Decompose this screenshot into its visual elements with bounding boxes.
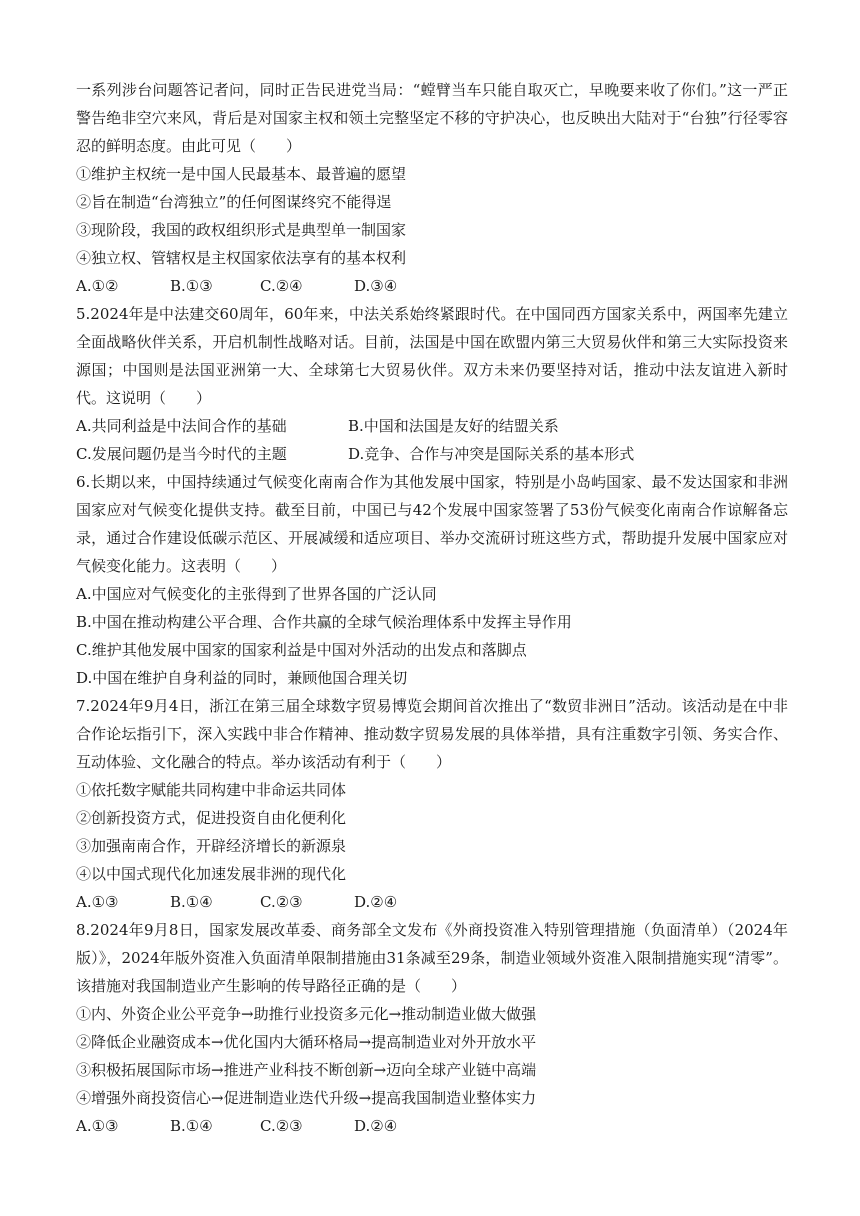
statement-item: ②旨在制造“台湾独立”的任何图谋终究不能得逞 xyxy=(76,193,392,211)
option-d: D.③④ xyxy=(354,277,398,295)
option-b: B.中国在推动构建公平合理、合作共赢的全球气候治理体系中发挥主导作用 xyxy=(76,613,572,631)
statement-item: ②创新投资方式，促进投资自由化便利化 xyxy=(76,809,347,827)
option-a: A.共同利益是中法间合作的基础 xyxy=(76,417,287,435)
question-stem: 7.2024年9月4日，浙江在第三届全球数字贸易博览会期间首次推出了“数贸非洲日”活动。该活动是在中非合作论坛指引下，深入实践中非合作精神、推动数字贸易发展的具体举措，具有注重数字引领、务实合作、互动体验、文化融合的特点。举办该活动有利于（ ） xyxy=(76,697,788,771)
option-b: B.中国和法国是友好的结盟关系 xyxy=(348,417,559,435)
question-5 xyxy=(76,300,788,468)
question-4 xyxy=(76,76,788,300)
option-a: A.①③ xyxy=(76,893,119,911)
statement-item: ③积极拓展国际市场→推进产业科技不断创新→迈向全球产业链中高端 xyxy=(76,1061,537,1079)
question-6 xyxy=(76,468,788,692)
option-a: A.①② xyxy=(76,277,119,295)
answer-options xyxy=(76,412,788,440)
option-d: D.竞争、合作与冲突是国际关系的基本形式 xyxy=(348,445,635,463)
option-d: D.②④ xyxy=(354,893,398,911)
statement-item: ①内、外资企业公平竞争→助推行业投资多元化→推动制造业做大做强 xyxy=(76,1005,537,1023)
option-d: D.②④ xyxy=(354,1117,398,1135)
statement-item: ④独立权、管辖权是主权国家依法享有的基本权利 xyxy=(76,249,407,267)
answer-options xyxy=(76,1112,788,1140)
question-8 xyxy=(76,916,788,1140)
option-d: D.中国在维护自身利益的同时，兼顾他国合理关切 xyxy=(76,669,408,687)
statement-item: ④以中国式现代化加速发展非洲的现代化 xyxy=(76,865,347,883)
statement-item: ①依托数字赋能共同构建中非命运共同体 xyxy=(76,781,347,799)
question-7 xyxy=(76,692,788,916)
option-b: B.①③ xyxy=(170,277,213,295)
answer-options xyxy=(76,272,788,300)
option-c: C.发展问题仍是当今时代的主题 xyxy=(76,445,287,463)
statement-item: ④增强外商投资信心→促进制造业迭代升级→提高我国制造业整体实力 xyxy=(76,1089,537,1107)
option-c: C.②③ xyxy=(260,1117,303,1135)
option-c: C.维护其他发展中国家的国家利益是中国对外活动的出发点和落脚点 xyxy=(76,641,527,659)
answer-options xyxy=(76,440,788,468)
option-a: A.中国应对气候变化的主张得到了世界各国的广泛认同 xyxy=(76,585,437,603)
answer-options xyxy=(76,888,788,916)
question-stem: 6.长期以来，中国持续通过气候变化南南合作为其他发展中国家，特别是小岛屿国家、最不发达国家和非洲国家应对气候变化提供支持。截至目前，中国已与42个发展中国家签署了53份气候变化南南合作谅解备忘录，通过合作建设低碳示范区、开展减缓和适应项目、举办交流研讨班这些方式，帮助提升发展中国家应对气候变化能力。这表明（ ） xyxy=(76,473,788,575)
question-stem: 8.2024年9月8日，国家发展改革委、商务部全文发布《外商投资准入特别管理措施（负面清单）（2024年版）》，2024年版外资准入负面清单限制措施由31条减至29条，制造业领域外资准入限制措施实现“清零”。该措施对我国制造业产生影响的传导路径正确的是（ ） xyxy=(76,921,788,995)
option-c: C.②④ xyxy=(260,277,303,295)
statement-item: ①维护主权统一是中国人民最基本、最普遍的愿望 xyxy=(76,165,407,183)
option-b: B.①④ xyxy=(170,893,213,911)
option-c: C.②③ xyxy=(260,893,303,911)
question-stem: 5.2024年是中法建交60周年，60年来，中法关系始终紧跟时代。在中国同西方国家关系中，两国率先建立全面战略伙伴关系，开启机制性战略对话。目前，法国是中国在欧盟内第三大贸易伙伴和第三大实际投资来源国；中国则是法国亚洲第一大、全球第七大贸易伙伴。双方未来仍要坚持对话，推动中法友谊进入新时代。这说明（ ） xyxy=(76,305,788,407)
option-a: A.①③ xyxy=(76,1117,119,1135)
exam-page xyxy=(76,76,788,1140)
question-stem: 一系列涉台问题答记者问，同时正告民进党当局：“螳臂当车只能自取灭亡，早晚要来收了你们。”这一严正警告绝非空穴来风，背后是对国家主权和领土完整坚定不移的守护决心，也反映出大陆对于“台独”行径零容忍的鲜明态度。由此可见（ ） xyxy=(76,81,788,155)
statement-item: ②降低企业融资成本→优化国内大循环格局→提高制造业对外开放水平 xyxy=(76,1033,537,1051)
option-b: B.①④ xyxy=(170,1117,213,1135)
statement-item: ③加强南南合作，开辟经济增长的新源泉 xyxy=(76,837,347,855)
statement-item: ③现阶段，我国的政权组织形式是典型单一制国家 xyxy=(76,221,407,239)
